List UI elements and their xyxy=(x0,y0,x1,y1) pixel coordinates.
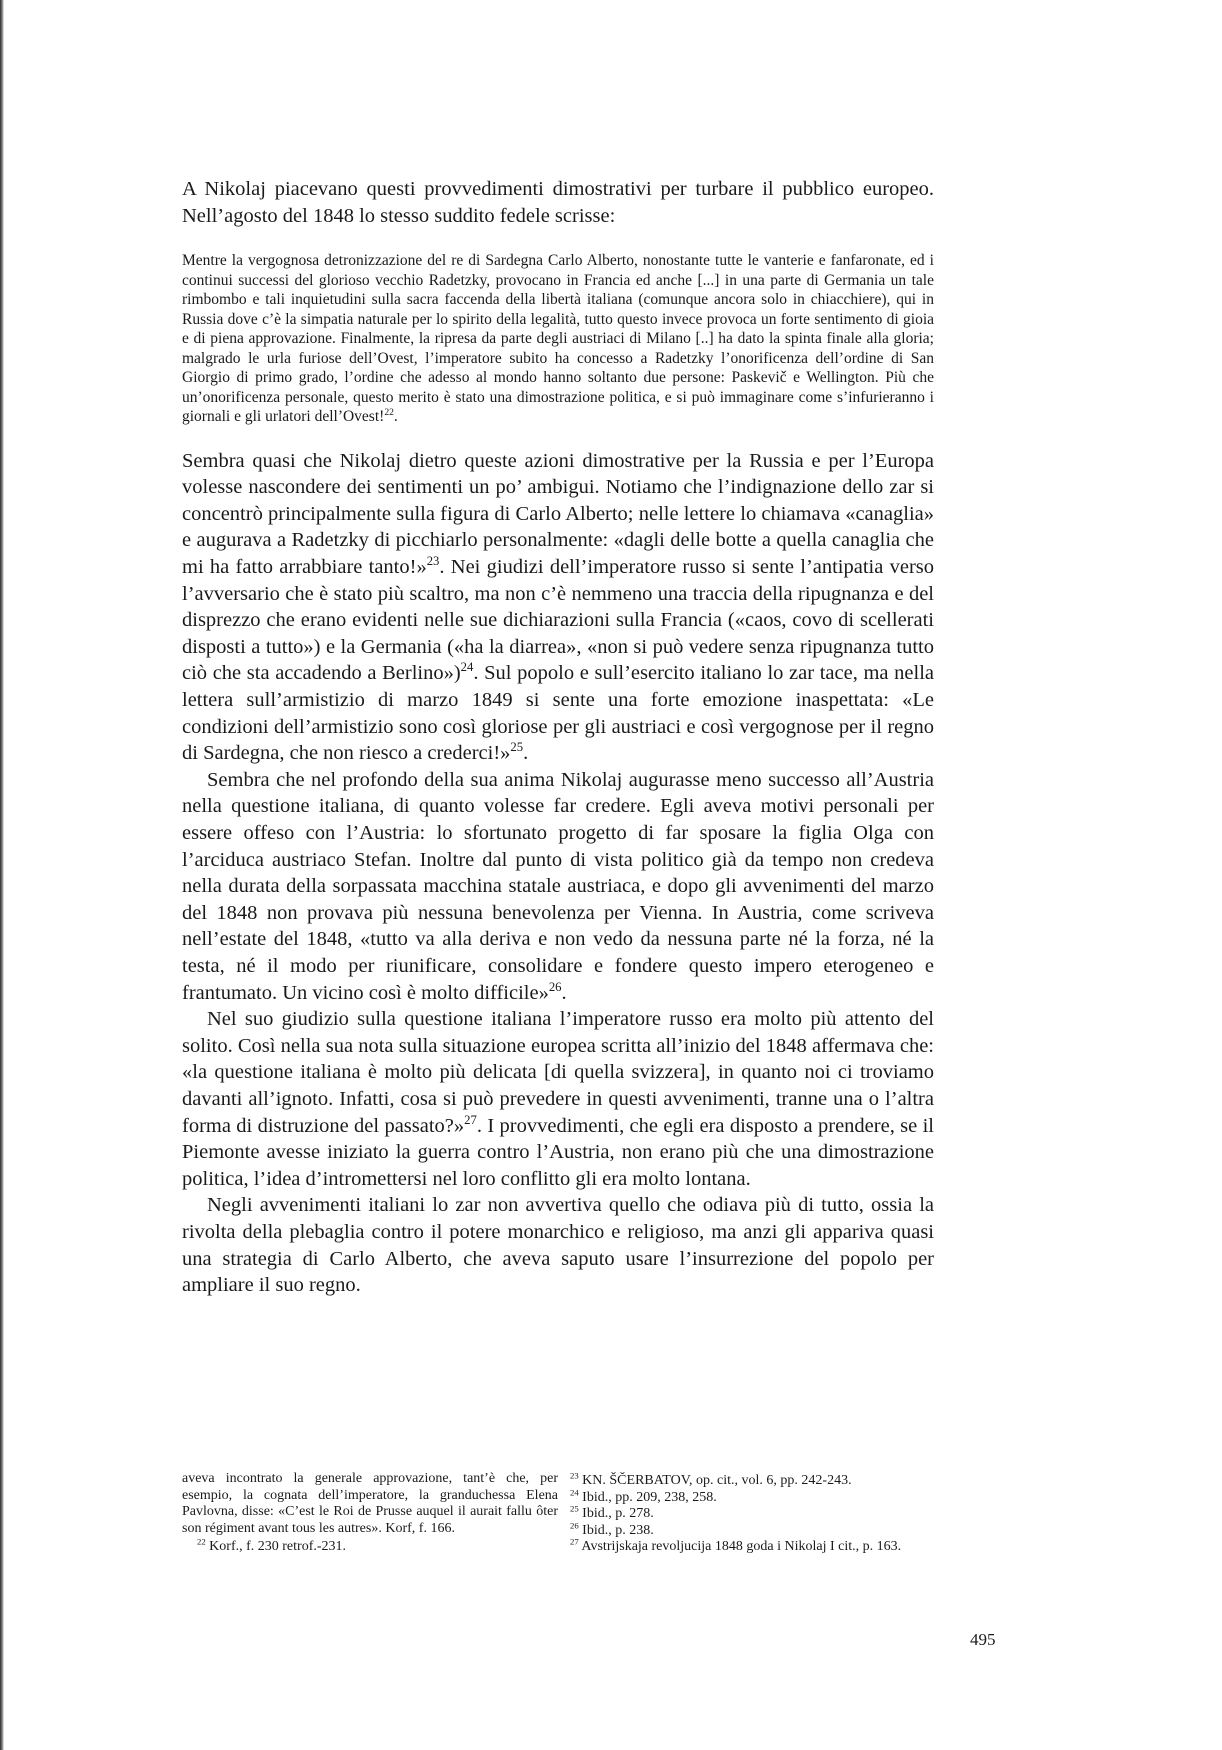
footnote-number: 24 xyxy=(570,1486,579,1497)
block-quote-text: Mentre la vergognosa detronizzazione del re di Sardegna Carlo Alberto, nonostante tutte le vanterie e fanfaronate, ed i continui successi del glorioso vecchio Radetzky, provocano in Francia ed anche [...] in una parte di Germania un tale rimbombo e tali inquietudini sulla sacra faccenda della libertà italiana (comunque ancora solo in chiacchiere), qui in Russia dove c’è la simpatia naturale per lo spirito della legalità, tutto questo invece provoca un forte sentimento di gioia e di piena approvazione. Finalmente, la ripresa da parte degli austriaci di Milano [..] ha dato la spinta finale alla gloria; malgrado le urla furiose dell’Ovest, l’imperatore subito ha concesso a Radetzky l’onorificenza dell’ordine di San Giorgio di primo grado, l’ordine che adesso al mondo hanno soltanto due persone: Paskevič e Wellington. Più che un’onorificenza personale, questo merito è stato una dimostrazione politica, e si può immaginare come s’infurieranno i giornali e gli urlatori dell’Ovest! xyxy=(182,252,934,426)
paragraph-text: . xyxy=(523,742,529,765)
footnote-ref-25: 25 xyxy=(510,740,524,755)
footnote-26 xyxy=(570,1519,942,1540)
footnote-number: 26 xyxy=(570,1519,579,1530)
paragraph-text: . Nei giudizi dell’imperatore russo si sente l’antipatia verso l’avversario che è stato più scaltro, ma non c’è nemmeno una traccia della ripugnanza e del disprezzo che erano evidenti nelle sue dichiarazioni sulla Francia («caos, covo di scellerati disposti a tutto») e la Germania («ha la diarrea», «non si può vedere senza ripugnanza tutto ciò che sta accadendo a Berlino») xyxy=(182,556,934,685)
page-number: 495 xyxy=(970,1630,996,1649)
body-paragraph xyxy=(182,1192,934,1298)
block-quote: Mentre la vergognosa detronizzazione del re di Sardegna Carlo Alberto, nonostante tutte le vanterie e fanfaronate, ed i continui successi del glorioso vecchio Radetzky, provocano in Francia ed anche [...] in una parte di Germania un tale rimbombo e tali inquietudini sulla sacra faccenda della libertà italiana (comunque ancora solo in chiacchiere), qui in Russia dove c’è la simpatia naturale per lo spirito della legalità, tutto questo invece provoca un forte sentimento di gioia e di piena approvazione. Finalmente, la ripresa da parte degli austriaci di Milano [..] ha dato la spinta finale alla gloria; malgrado le urla furiose dell’Ovest, l’imperatore subito ha concesso a Radetzky l’onorificenza dell’ordine di San Giorgio di primo grado, l’ordine che adesso al mondo hanno soltanto due persone: Paskevič e Wellington. Più che un’onorificenza personale, questo merito è stato una dimostrazione politica, e si può immaginare come s’infurieranno i giornali e gli urlatori dell’Ovest!$^{22}$. xyxy=(182,252,934,426)
footnote-23 xyxy=(570,1470,942,1490)
footnote-ref-23: 23 xyxy=(426,554,440,569)
footnote-25 xyxy=(570,1503,942,1523)
footnote-number: 22 xyxy=(197,1536,206,1547)
footnote-text: KN. ŠČERBATOV, op. cit., vol. 6, pp. 242-243. xyxy=(582,1473,852,1488)
footnotes xyxy=(182,1471,942,1556)
body-paragraph xyxy=(182,1006,934,1192)
page-binding-edge xyxy=(0,0,4,1750)
paragraph-text: Negli avvenimenti italiani lo zar non avvertiva quello che odiava più di tutto, ossia la rivolta della plebaglia contro il potere monarchico e religioso, ma anzi gli appariva quasi una strategia di Carlo Alberto, che aveva saputo usare l’insurrezione del popolo per ampliare il suo regno. xyxy=(182,1194,934,1297)
body-paragraph xyxy=(182,448,934,767)
footnote-text: Ibid., p. 278. xyxy=(582,1506,654,1521)
paragraph-text: Sembra quasi che Nikolaj dietro queste azioni dimostrative per la Russia e per l’Europa volesse nascondere dei sentimenti un po’ ambigui. Notiamo che l’indignazione dello zar si concentrò principalmente sulla figura di Carlo Alberto; nelle lettere lo chiamava «canaglia» e augurava a Radetzky di picchiarlo personalmente: «dagli delle botte a quella canaglia che mi ha fatto arrabbiare tanto!» xyxy=(182,449,934,579)
footnote-number: 23 xyxy=(570,1470,579,1481)
body-paragraphs xyxy=(182,448,934,1299)
footnote-ref-27: 27 xyxy=(464,1112,477,1127)
footnote-ref-22: 22 xyxy=(384,407,394,419)
paragraph-text: Sembra che nel profondo della sua anima Nikolaj augurasse meno successo all’Austria nella questione italiana, di quanto volesse far credere. Egli aveva motivi personali per essere offeso con l’Austria: lo sfortunato progetto di far sposare la figlia Olga con l’arciduca austriaco Stefan. Inoltre dal punto di vista politico già da tempo non credeva nella durata della sorpassata macchina statale austriaca, e dopo gli avvenimenti del marzo del 1848 non provava più nessuna benevolenza per Vienna. In Austria, come scriveva nell’estate del 1848, «tutto va alla deriva e non vedo da nessuna parte né la forza, né la testa, né il modo per riunificare, consolidare e fondere questo impero eterogeneo e frantumato. Un vicino così è molto difficile» xyxy=(182,768,934,1004)
footnote-27 xyxy=(570,1536,942,1556)
paragraph-text: . Sul popolo e sull’esercito italiano lo zar tace, ma nella lettera sull’armistizio di marzo 1849 si sente una forte emozione inaspettata: «Le condizioni dell’armistizio sono così gloriose per gli austriaci e così vergognose per il regno di Sardegna, che non riesco a crederci!» xyxy=(182,662,934,765)
footnote-ref-26: 26 xyxy=(548,979,562,994)
paragraph-text: . xyxy=(561,981,567,1004)
footnote-text: Ibid., p. 238. xyxy=(582,1522,654,1538)
page-body xyxy=(182,176,934,1299)
footnote-22 xyxy=(182,1536,558,1556)
footnote-ref-24: 24 xyxy=(460,660,474,675)
footnote-24 xyxy=(570,1486,942,1507)
paragraph-text: . I provvedimenti, che egli era disposto a prendere, se il Piemonte avesse iniziato la guerra contro l’Austria, non erano più che una dimostrazione politica, l’idea d’intromettersi nel loro conflitto gli era molto lontana. xyxy=(182,1114,934,1190)
footnote-continuation: aveva incontrato la generale approvazione, tant’è che, per esempio, la cognata dell’imperatore, la granduchessa Elena Pavlovna, disse: «C’est le Roi de Prusse auquel il aurait fallu ôter son régiment avant tous les autres». Korf, f. 166. xyxy=(182,1471,558,1536)
footnote-number: 27 xyxy=(570,1536,579,1547)
footnote-text: Avstrijskaja revoljucija 1848 goda i Nikolaj I cit., p. 163. xyxy=(581,1539,902,1554)
footnotes-right-column xyxy=(570,1470,942,1556)
footnote-number: 25 xyxy=(570,1503,579,1514)
footnote-text: Ibid., pp. 209, 238, 258. xyxy=(582,1489,717,1505)
footnotes-left-column xyxy=(182,1471,558,1556)
body-paragraph xyxy=(182,767,934,1006)
intro-paragraph: A Nikolaj piacevano questi provvedimenti dimostrativi per turbare il pubblico europeo. Nell’agosto del 1848 lo stesso suddito fedele scrisse: xyxy=(182,178,934,227)
paragraph-text: Nel suo giudizio sulla questione italiana l’imperatore russo era molto più attento del solito. Così nella sua nota sulla situazione europea scritta all’inizio del 1848 affermava che: «la questione italiana è molto più delicata [di quella svizzera], in quanto noi ci troviamo davanti all’ignoto. Infatti, cosa si può prevedere in questi avvenimenti, tranne una o l’altra forma di distruzione del passato?» xyxy=(182,1008,934,1137)
footnote-text: Korf., f. 230 retrof.-231. xyxy=(209,1539,347,1554)
